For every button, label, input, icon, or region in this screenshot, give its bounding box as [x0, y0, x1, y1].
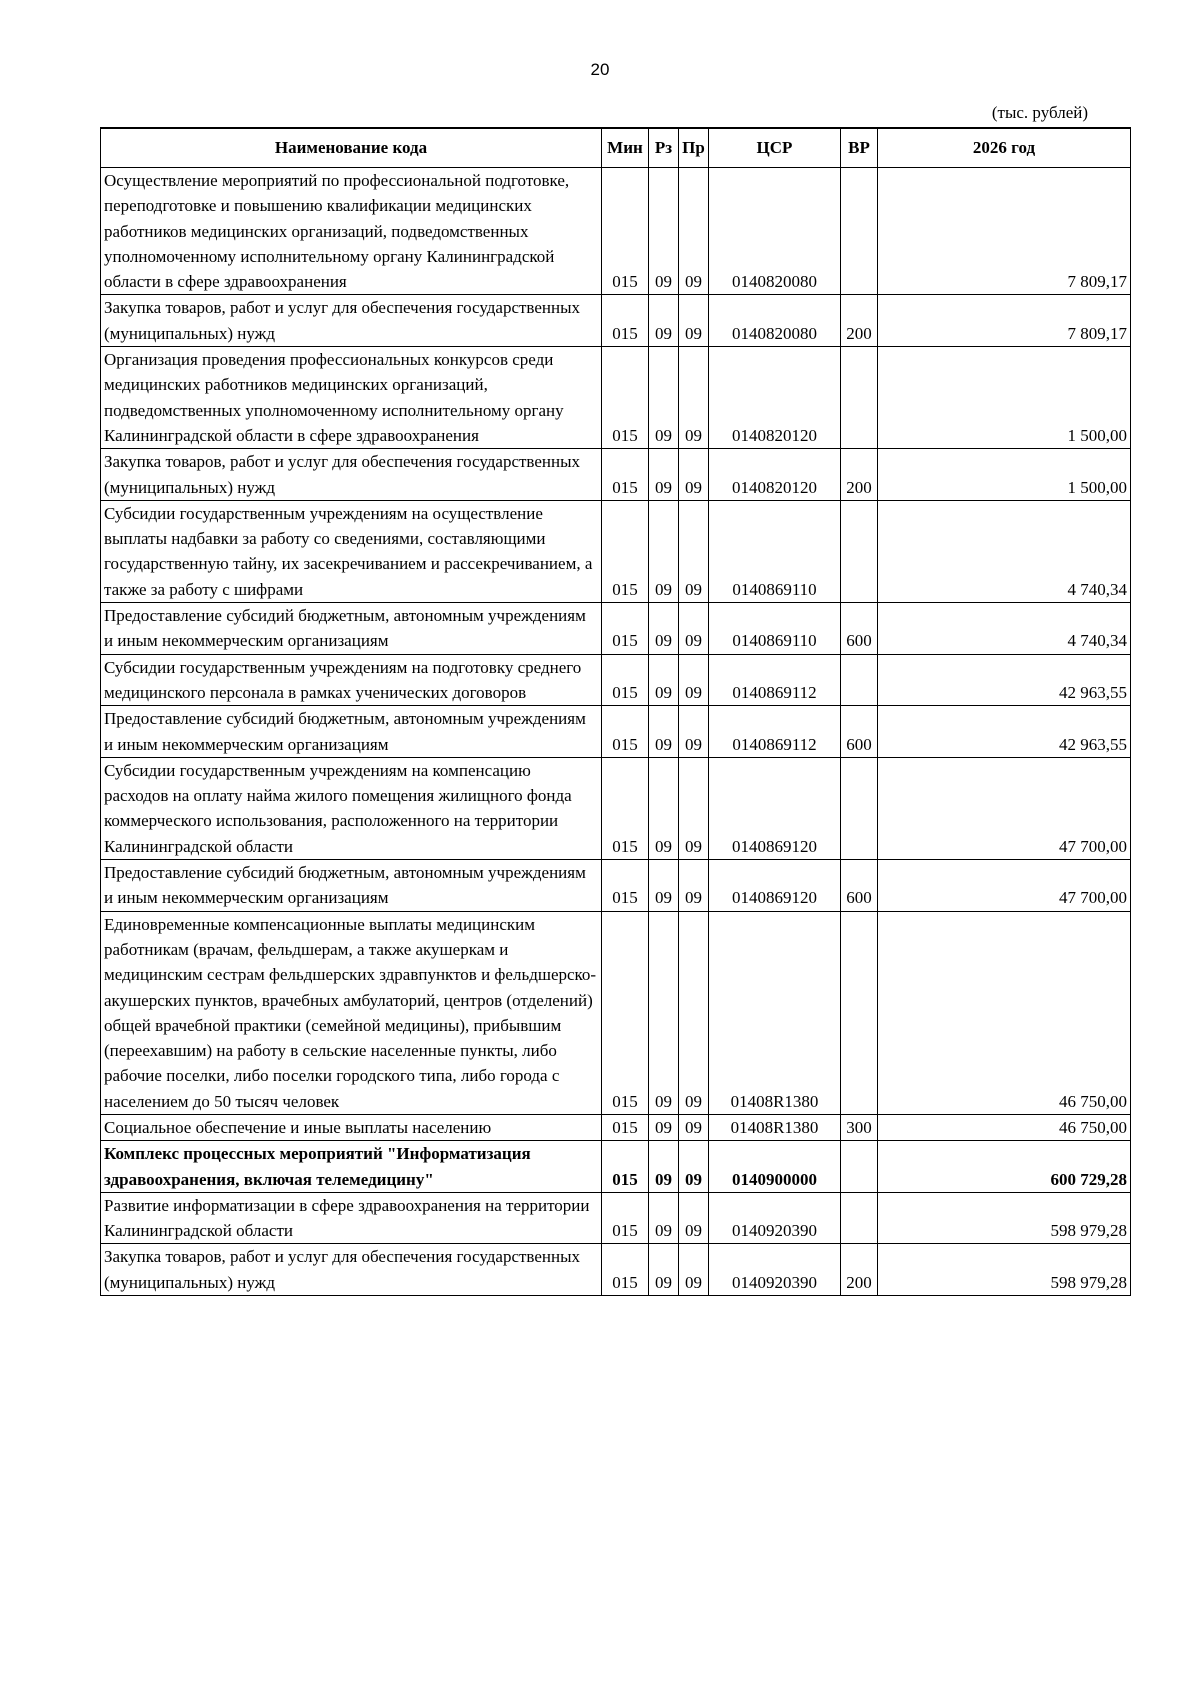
cell-name: Субсидии государственным учреждениям на компенсацию расходов на оплату найма жилого помещения жилищного фонда коммерческого использования, расположенного на территории Калининградской области [101, 757, 602, 859]
table-row [101, 500, 1131, 602]
cell-min: 015 [602, 911, 649, 1114]
cell-rz: 09 [649, 706, 679, 758]
cell-min: 015 [602, 757, 649, 859]
cell-amount: 46 750,00 [878, 1114, 1131, 1140]
cell-vr [841, 1192, 878, 1244]
cell-min: 015 [602, 500, 649, 602]
cell-amount: 600 729,28 [878, 1141, 1131, 1193]
cell-vr: 200 [841, 295, 878, 347]
column-header-csr: ЦСР [709, 128, 841, 168]
table-row [101, 757, 1131, 859]
cell-vr [841, 757, 878, 859]
cell-name: Субсидии государственным учреждениям на подготовку среднего медицинского персонала в рамках ученических договоров [101, 654, 602, 706]
page-number: 20 [590, 60, 610, 79]
cell-amount: 1 500,00 [878, 347, 1131, 449]
cell-pr: 09 [679, 654, 709, 706]
cell-csr: 0140920390 [709, 1244, 841, 1296]
table-row [101, 603, 1131, 655]
budget-table [100, 127, 1131, 1296]
cell-vr: 200 [841, 1244, 878, 1296]
cell-name: Организация проведения профессиональных конкурсов среди медицинских работников медицинских организаций, подведомственных уполномоченному исполнительному органу Калининградской области в сфере здравоохранения [101, 347, 602, 449]
cell-amount: 42 963,55 [878, 706, 1131, 758]
cell-pr: 09 [679, 500, 709, 602]
cell-pr: 09 [679, 1141, 709, 1193]
cell-vr: 600 [841, 706, 878, 758]
column-header-vr: ВР [841, 128, 878, 168]
column-header-min: Мин [602, 128, 649, 168]
cell-rz: 09 [649, 1141, 679, 1193]
cell-name: Субсидии государственным учреждениям на осуществление выплаты надбавки за работу со сведениями, составляющими государственную тайну, их засекречиванием и рассекречиванием, а также за работу с шифрами [101, 500, 602, 602]
cell-csr: 0140869110 [709, 500, 841, 602]
cell-min: 015 [602, 1192, 649, 1244]
table-row [101, 1192, 1131, 1244]
cell-csr: 0140900000 [709, 1141, 841, 1193]
cell-pr: 09 [679, 603, 709, 655]
cell-vr [841, 500, 878, 602]
cell-amount: 4 740,34 [878, 500, 1131, 602]
cell-pr: 09 [679, 757, 709, 859]
units-label: (тыс. рублей) [991, 103, 1088, 122]
cell-rz: 09 [649, 1114, 679, 1140]
cell-pr: 09 [679, 168, 709, 295]
cell-rz: 09 [649, 168, 679, 295]
cell-rz: 09 [649, 603, 679, 655]
cell-rz: 09 [649, 757, 679, 859]
cell-min: 015 [602, 706, 649, 758]
cell-pr: 09 [679, 706, 709, 758]
table-row [101, 295, 1131, 347]
cell-amount: 7 809,17 [878, 295, 1131, 347]
cell-rz: 09 [649, 449, 679, 501]
cell-pr: 09 [679, 860, 709, 912]
cell-name: Предоставление субсидий бюджетным, автономным учреждениям и иным некоммерческим организациям [101, 860, 602, 912]
cell-pr: 09 [679, 295, 709, 347]
table-row [101, 1244, 1131, 1296]
cell-csr: 0140820080 [709, 168, 841, 295]
table-row [101, 654, 1131, 706]
cell-rz: 09 [649, 911, 679, 1114]
table-header-row [101, 128, 1131, 168]
cell-name: Комплекс процессных мероприятий "Информатизация здравоохранения, включая телемедицину" [101, 1141, 602, 1193]
cell-min: 015 [602, 1244, 649, 1296]
cell-min: 015 [602, 1141, 649, 1193]
cell-vr: 600 [841, 603, 878, 655]
table-body [101, 168, 1131, 1296]
cell-min: 015 [602, 347, 649, 449]
cell-pr: 09 [679, 911, 709, 1114]
cell-name: Социальное обеспечение и иные выплаты населению [101, 1114, 602, 1140]
cell-csr: 0140869120 [709, 860, 841, 912]
cell-csr: 0140869120 [709, 757, 841, 859]
cell-rz: 09 [649, 347, 679, 449]
cell-min: 015 [602, 654, 649, 706]
column-header-pr: Пр [679, 128, 709, 168]
cell-csr: 01408R1380 [709, 1114, 841, 1140]
cell-amount: 47 700,00 [878, 860, 1131, 912]
cell-pr: 09 [679, 1114, 709, 1140]
cell-amount: 7 809,17 [878, 168, 1131, 295]
cell-vr: 200 [841, 449, 878, 501]
table-row [101, 1114, 1131, 1140]
cell-name: Предоставление субсидий бюджетным, автономным учреждениям и иным некоммерческим организациям [101, 603, 602, 655]
table-row [101, 1141, 1131, 1193]
cell-min: 015 [602, 295, 649, 347]
cell-rz: 09 [649, 860, 679, 912]
column-header-rz: Рз [649, 128, 679, 168]
cell-vr [841, 1141, 878, 1193]
cell-amount: 42 963,55 [878, 654, 1131, 706]
cell-name: Единовременные компенсационные выплаты медицинским работникам (врачам, фельдшерам, а также акушеркам и медицинским сестрам фельдшерских здравпунктов и фельдшерско-акушерских пунктов, врачебных амбулаторий, центров (отделений) общей врачебной практики (семейной медицины), прибывшим (переехавшим) на работу в сельские населенные пункты, либо рабочие поселки, либо поселки городского типа, либо города с населением до 50 тысяч человек [101, 911, 602, 1114]
cell-vr [841, 654, 878, 706]
table-row [101, 449, 1131, 501]
cell-name: Предоставление субсидий бюджетным, автономным учреждениям и иным некоммерческим организациям [101, 706, 602, 758]
cell-amount: 598 979,28 [878, 1192, 1131, 1244]
cell-min: 015 [602, 1114, 649, 1140]
cell-pr: 09 [679, 449, 709, 501]
cell-name: Закупка товаров, работ и услуг для обеспечения государственных (муниципальных) нужд [101, 295, 602, 347]
cell-csr: 01408R1380 [709, 911, 841, 1114]
cell-min: 015 [602, 860, 649, 912]
cell-min: 015 [602, 449, 649, 501]
cell-vr: 600 [841, 860, 878, 912]
cell-csr: 0140920390 [709, 1192, 841, 1244]
cell-rz: 09 [649, 295, 679, 347]
cell-csr: 0140869112 [709, 654, 841, 706]
cell-name: Осуществление мероприятий по профессиональной подготовке, переподготовке и повышению квалификации медицинских работников медицинских организаций, подведомственных уполномоченному исполнительному органу Калининградской области в сфере здравоохранения [101, 168, 602, 295]
cell-vr: 300 [841, 1114, 878, 1140]
cell-vr [841, 347, 878, 449]
cell-amount: 4 740,34 [878, 603, 1131, 655]
cell-min: 015 [602, 168, 649, 295]
cell-name: Развитие информатизации в сфере здравоохранения на территории Калининградской области [101, 1192, 602, 1244]
cell-amount: 47 700,00 [878, 757, 1131, 859]
cell-name: Закупка товаров, работ и услуг для обеспечения государственных (муниципальных) нужд [101, 449, 602, 501]
cell-csr: 0140820120 [709, 449, 841, 501]
table-row [101, 860, 1131, 912]
cell-min: 015 [602, 603, 649, 655]
cell-csr: 0140869110 [709, 603, 841, 655]
cell-vr [841, 911, 878, 1114]
cell-vr [841, 168, 878, 295]
table-row [101, 911, 1131, 1114]
column-header-year: 2026 год [878, 128, 1131, 168]
table-row [101, 706, 1131, 758]
cell-amount: 46 750,00 [878, 911, 1131, 1114]
cell-amount: 598 979,28 [878, 1244, 1131, 1296]
cell-rz: 09 [649, 1192, 679, 1244]
cell-pr: 09 [679, 1192, 709, 1244]
cell-amount: 1 500,00 [878, 449, 1131, 501]
cell-rz: 09 [649, 1244, 679, 1296]
table-row [101, 347, 1131, 449]
cell-csr: 0140820080 [709, 295, 841, 347]
cell-pr: 09 [679, 1244, 709, 1296]
cell-csr: 0140869112 [709, 706, 841, 758]
cell-name: Закупка товаров, работ и услуг для обеспечения государственных (муниципальных) нужд [101, 1244, 602, 1296]
cell-csr: 0140820120 [709, 347, 841, 449]
column-header-name: Наименование кода [101, 128, 602, 168]
cell-pr: 09 [679, 347, 709, 449]
cell-rz: 09 [649, 500, 679, 602]
cell-rz: 09 [649, 654, 679, 706]
table-row [101, 168, 1131, 295]
